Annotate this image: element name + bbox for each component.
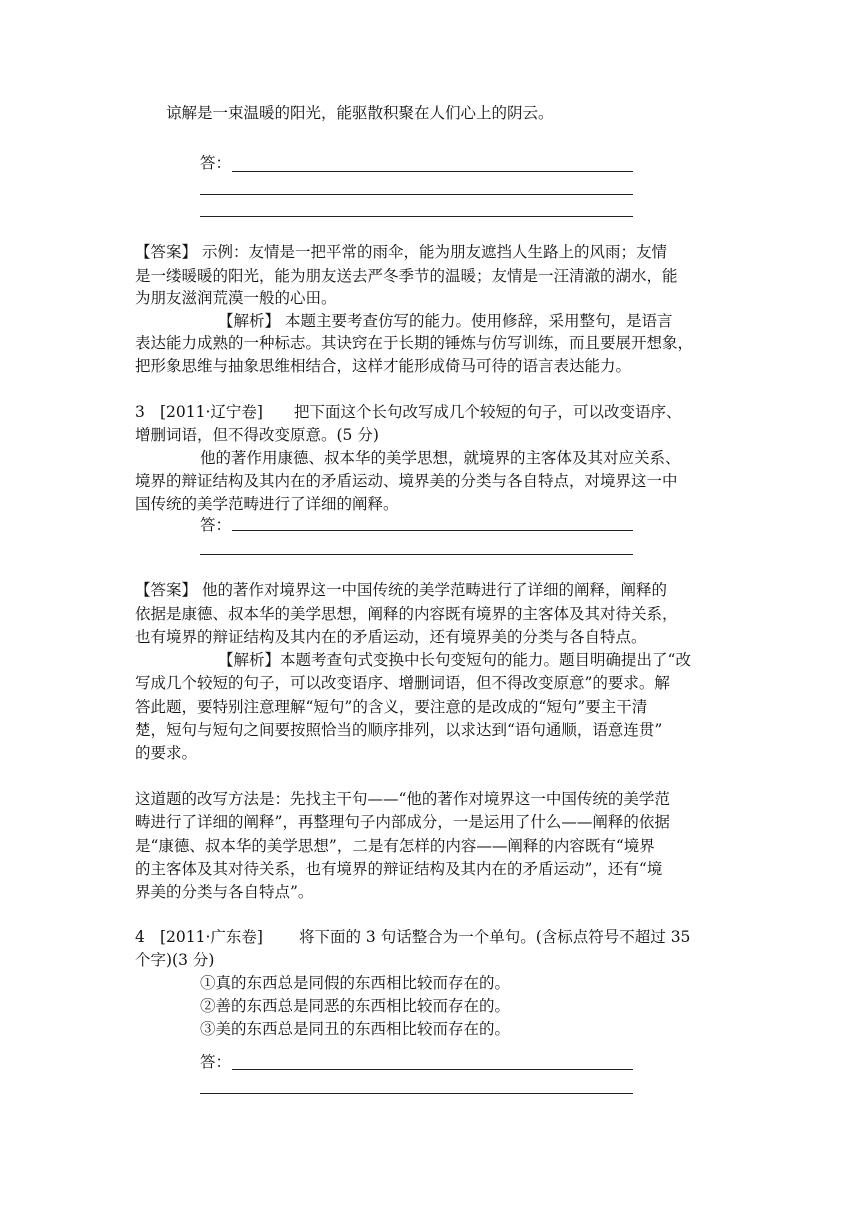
answer-text-line: 他的著作对境界这一中国传统的美学范畴进行了详细的阐释，阐释的 bbox=[197, 581, 667, 599]
answer-line[interactable] bbox=[232, 530, 633, 531]
q4-answer-label: 答： bbox=[200, 1053, 232, 1071]
analysis-text-line: 的要求。 bbox=[135, 744, 198, 762]
analysis-text-line: 本题考查句式变换中长句变短句的能力。题目明确提出了“改 bbox=[280, 651, 691, 669]
method-text-line: 这道题的改写方法是：先找主干句——“他的著作对境界这一中国传统的美学范 bbox=[135, 790, 670, 808]
q2-example-sentence: 谅解是一束温暖的阳光，能驱散积聚在人们心上的阴云。 bbox=[166, 104, 554, 122]
answer-tag: 【答案】 bbox=[135, 581, 198, 599]
list-item: ③美的东西总是同丑的东西相比较而存在的。 bbox=[200, 1020, 511, 1038]
method-text-line: 的主客体及其对待关系，也有境界的辩证结构及其内在的矛盾运动”，还有“境 bbox=[135, 860, 663, 878]
question-prompt-line: 把下面这个长句改写成几个较短的句子，可以改变语序、 bbox=[294, 403, 682, 421]
question-prompt-line: 将下面的 3 句话整合为一个单句。(含标点符号不超过 35 bbox=[299, 928, 691, 946]
question-source: [2011·广东卷] bbox=[160, 928, 263, 946]
answer-text-line: 为朋友滋润荒漠一般的心田。 bbox=[135, 289, 337, 307]
passage-line: 他的著作用康德、叔本华的美学思想，就境界的主客体及其对应关系、 bbox=[200, 449, 681, 467]
list-item: ②善的东西总是同恶的东西相比较而存在的。 bbox=[200, 997, 511, 1015]
question-number: 4 bbox=[135, 928, 145, 946]
answer-text-line: 也有境界的辩证结构及其内在的矛盾运动，还有境界美的分类与各自特点。 bbox=[135, 628, 647, 646]
method-text-line: 畴进行了详细的阐释”，再整理句子内部成分，一是运用了什么——阐释的依据 bbox=[135, 813, 670, 831]
method-text-line: 是“康德、叔本华的美学思想”，二是有怎样的内容——阐释的内容既有“境界 bbox=[135, 837, 655, 855]
answer-text-line: 示例：友情是一把平常的雨伞，能为朋友遮挡人生路上的风雨；友情 bbox=[197, 243, 667, 261]
answer-line[interactable] bbox=[232, 171, 633, 172]
analysis-text-line: 本题主要考查仿写的能力。使用修辞，采用整句，是语言 bbox=[280, 312, 673, 330]
passage-line: 境界的辩证结构及其内在的矛盾运动、境界美的分类与各自特点，对境界这一中 bbox=[135, 472, 678, 490]
answer-line[interactable] bbox=[200, 194, 633, 195]
analysis-text-line: 把形象思维与抽象思维相结合，这样才能形成倚马可待的语言表达能力。 bbox=[135, 357, 632, 375]
analysis-text-line: 楚，短句与短句之间要按照恰当的顺序排列，以求达到“语句通顺，语意连贯” bbox=[135, 721, 663, 739]
analysis-text-line: 表达能力成熟的一种标志。其诀窍在于长期的锤炼与仿写训练，而且要展开想象， bbox=[135, 334, 694, 352]
answer-tag: 【答案】 bbox=[135, 243, 198, 261]
answer-line[interactable] bbox=[200, 216, 633, 217]
answer-line[interactable] bbox=[232, 1069, 633, 1070]
answer-line[interactable] bbox=[200, 1093, 633, 1094]
answer-text-line: 依据是康德、叔本华的美学思想，阐释的内容既有境界的主客体及其对待关系， bbox=[135, 605, 678, 623]
analysis-tag: 【解析】 bbox=[218, 651, 281, 669]
question-prompt-line: 个字)(3 分) bbox=[135, 951, 215, 969]
passage-line: 国传统的美学范畴进行了详细的阐释。 bbox=[135, 495, 399, 513]
q3-answer-label: 答： bbox=[200, 516, 232, 534]
list-item: ①真的东西总是同假的东西相比较而存在的。 bbox=[200, 974, 511, 992]
analysis-tag: 【解析】 bbox=[218, 312, 281, 330]
question-number: 3 bbox=[135, 403, 145, 421]
question-source: [2011·辽宁卷] bbox=[160, 403, 263, 421]
q2-answer-label: 答： bbox=[200, 154, 232, 172]
question-prompt-line: 增删词语，但不得改变原意。(5 分) bbox=[135, 426, 379, 444]
analysis-text-line: 答此题，要特别注意理解“短句”的含义，要注意的是改成的“短句”要主干清 bbox=[135, 698, 648, 716]
method-text-line: 界美的分类与各自特点”。 bbox=[135, 883, 314, 901]
answer-text-line: 是一缕暖暖的阳光，能为朋友送去严冬季节的温暖；友情是一汪清澈的湖水，能 bbox=[135, 267, 678, 285]
analysis-text-line: 写成几个较短的句子，可以改变语序、增删词语，但不得改变原意”的要求。解 bbox=[135, 674, 670, 692]
answer-line[interactable] bbox=[200, 554, 633, 555]
